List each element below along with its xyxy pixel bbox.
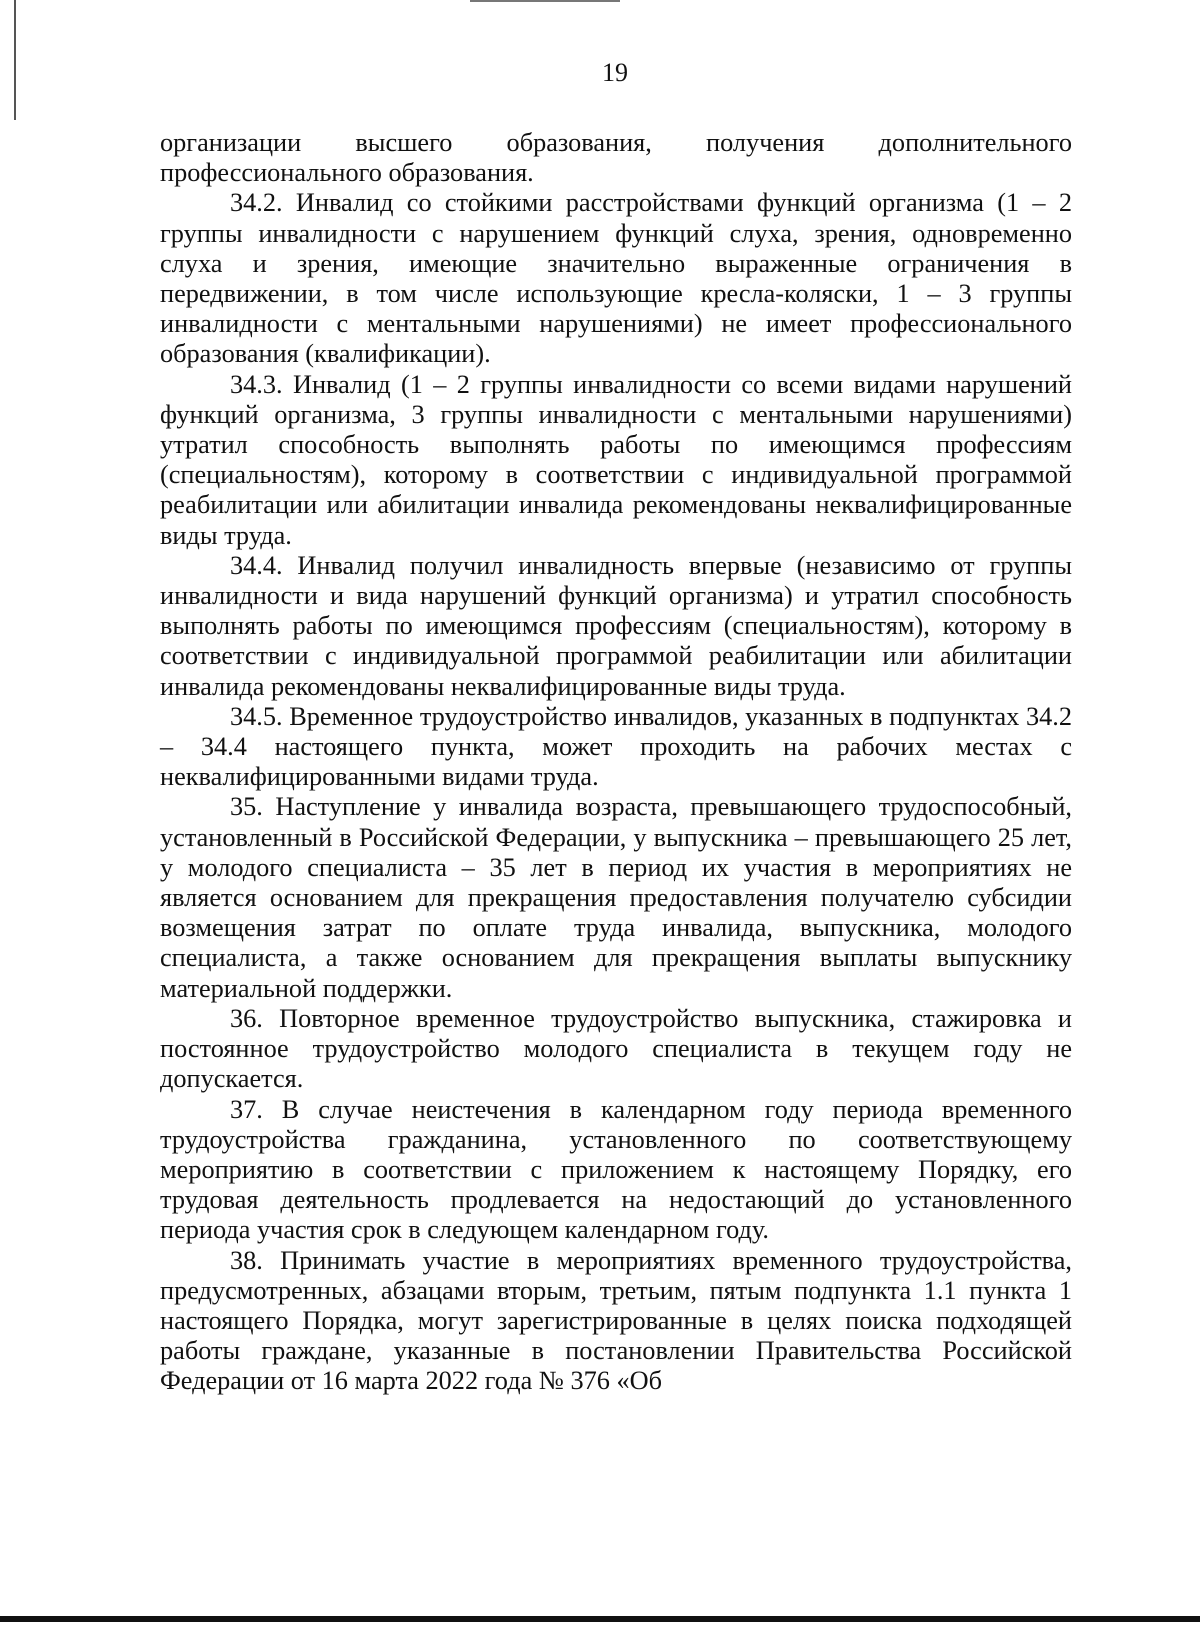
paragraph-continuation: организации высшего образования, получения дополнительного профессионального образования. [160, 128, 1072, 188]
paragraph-34-2: 34.2. Инвалид со стойкими расстройствами функций организма (1 – 2 группы инвалидности с нарушением функций слуха, зрения, одновременно слуха и зрения, имеющие значительно выраженные ограничения в передвижении, в том числе использующие кресла-коляски, 1 – 3 группы инвалидности с ментальными нарушениями) не имеет профессионального образования (квалификации). [160, 188, 1072, 369]
paragraph-35: 35. Наступление у инвалида возраста, превышающего трудоспособный, установленный в Российской Федерации, у выпускника – превышающего 25 лет, у молодого специалиста – 35 лет в период их участия в мероприятиях не является основанием для прекращения предоставления получателю субсидии возмещения затрат по оплате труда инвалида, выпускника, молодого специалиста, а также основанием для прекращения выплаты выпускнику материальной поддержки. [160, 792, 1072, 1003]
paragraph-36: 36. Повторное временное трудоустройство выпускника, стажировка и постоянное трудоустройство молодого специалиста в текущем году не допускается. [160, 1003, 1072, 1094]
paragraph-34-4: 34.4. Инвалид получил инвалидность впервые (независимо от группы инвалидности и вида нарушений функций организма) и утратил способность выполнять работы по имеющимся профессиям (специальностям), которому в соответствии с индивидуальной программой реабилитации или абилитации инвалида рекомендованы неквалифицированные виды труда. [160, 550, 1072, 701]
page-number: 19 [602, 58, 628, 87]
document-body [160, 128, 1072, 1397]
scan-artifact-top [470, 0, 620, 2]
paragraph-34-3: 34.3. Инвалид (1 – 2 группы инвалидности со всеми видами нарушений функций организма, 3 группы инвалидности с ментальными нарушениями) утратил способность выполнять работы по имеющимся профессиям (специальностям), которому в соответствии с индивидуальной программой реабилитации или абилитации инвалида рекомендованы неквалифицированные виды труда. [160, 369, 1072, 550]
scan-artifact-bottom-edge [0, 1616, 1200, 1622]
paragraph-37: 37. В случае неистечения в календарном году периода временного трудоустройства гражданина, установленного по соответствующему мероприятию в соответствии с приложением к настоящему Порядку, его трудовая деятельность продлевается на недостающий до установленного периода участия срок в следующем календарном году. [160, 1094, 1072, 1245]
paragraph-38: 38. Принимать участие в мероприятиях временного трудоустройства, предусмотренных, абзацами вторым, третьим, пятым подпункта 1.1 пункта 1 настоящего Порядка, могут зарегистрированные в целях поиска подходящей работы граждане, указанные в постановлении Правительства Российской Федерации от 16 марта 2022 года № 376 «Об [160, 1245, 1072, 1396]
paragraph-34-5: 34.5. Временное трудоустройство инвалидов, указанных в подпунктах 34.2 – 34.4 настоящего пункта, может проходить на рабочих местах с неквалифицированными видами труда. [160, 701, 1072, 792]
